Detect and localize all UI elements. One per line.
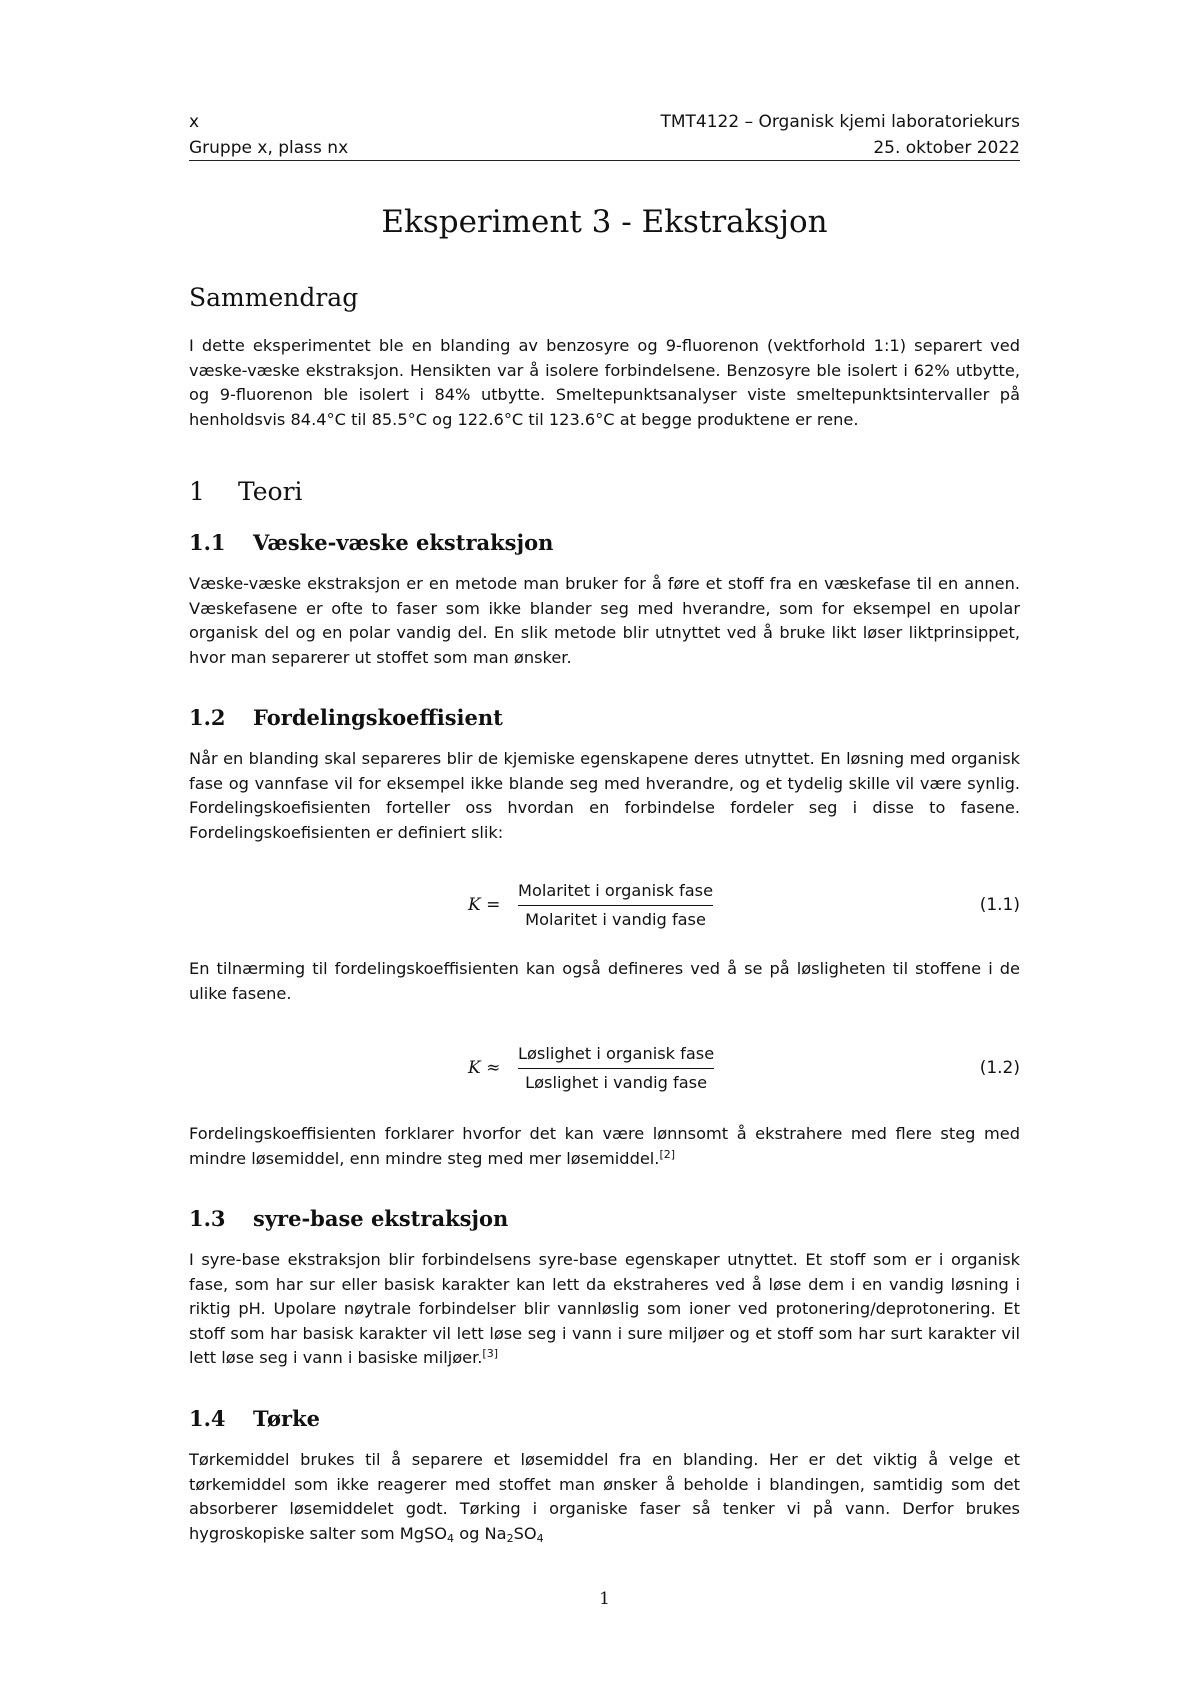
subsection-1-2-paragraph-3-text: Fordelingskoeffisienten forklarer hvorfor det kan være lønnsomt å ekstrahere med flere steg med mindre løsemiddel, enn mindre steg med mer løsemiddel.	[189, 1124, 1020, 1168]
subsection-1-1-heading	[189, 529, 553, 557]
subsection-1-4-title: Tørke	[253, 1406, 320, 1431]
subsection-1-4-paragraph	[189, 1448, 1020, 1546]
equation-1-2	[189, 1043, 1020, 1099]
subsection-1-3-heading	[189, 1205, 508, 1233]
subsection-1-3-title: syre-base ekstraksjon	[253, 1206, 509, 1231]
equation-1-1-number: (1.1)	[979, 895, 1020, 915]
equation-1-2-number: (1.2)	[979, 1058, 1020, 1078]
document-title: Eksperiment 3 - Ekstraksjon	[381, 204, 828, 240]
subsection-1-1-paragraph: Væske-væske ekstraksjon er en metode man bruker for å føre et stoff fra en væskefase til en annen. Væskefasene er ofte to faser som ikke blander seg med hverandre, som for eksempel en upolar organisk del og en polar vandig del. En slik metode blir utnyttet ved å bruke likt løser liktprinsippet, hvor man separerer ut stoffet som man ønsker.	[189, 574, 1020, 667]
subsection-1-1-title: Væske-væske ekstraksjon	[253, 530, 554, 555]
subsection-1-3-paragraph	[189, 1248, 1020, 1371]
subsection-1-4-number: 1.4	[189, 1406, 226, 1431]
section-1-heading	[189, 476, 303, 508]
subsection-1-2-title: Fordelingskoeffisient	[253, 705, 503, 730]
equation-1-2-lhs: K ≈	[468, 1058, 501, 1078]
subsection-1-2-heading	[189, 704, 503, 732]
equation-1-1-denominator: Molaritet i vandig fase	[525, 910, 706, 929]
header-rule	[189, 160, 1020, 161]
equation-1-1-fraction	[518, 880, 713, 931]
subsection-1-2-paragraph-1: Når en blanding skal separeres blir de kjemiske egenskapene deres utnyttet. En løsning med organisk fase og vannfase vil for eksempel ikke blande seg med hverandre, og et tydelig skille vil være synlig. Fordelingskoefisienten forteller oss hvordan en forbindelse fordeler seg i disse to fasene. Fordelingskoefisienten er definiert slik:	[189, 749, 1020, 842]
conjunction: og	[459, 1523, 480, 1543]
summary-heading: Sammendrag	[189, 283, 359, 312]
subsection-1-3-number: 1.3	[189, 1206, 226, 1231]
header-author: x	[189, 112, 200, 132]
subsection-1-4-paragraph-text: Tørkemiddel brukes til å separere et løsemiddel fra en blanding. Her er det viktig å velge et tørkemiddel som ikke reagerer med stoffet man ønsker å beholde i blandingen, samtidig som det absorberer løsemiddelet godt. Tørking i organiske faser så tenker vi på vann. Derfor brukes hygroskopiske salter som	[189, 1450, 1020, 1543]
equation-1-1-numerator: Molaritet i organisk fase	[518, 880, 713, 906]
subsection-1-2-paragraph-3	[189, 1122, 1020, 1171]
subsection-1-2-number: 1.2	[189, 705, 226, 730]
page-number: 1	[599, 1589, 610, 1609]
summary-paragraph: I dette eksperimentet ble en blanding av benzosyre og 9-fluorenon (vektforhold 1:1) separert ved væske-væske ekstraksjon. Hensikten var å isolere forbindelsene. Benzosyre ble isolert i 62% utbytte, og 9-fluorenon ble isolert i 84% utbytte. Smeltepunktsanalyser viste smeltepunktsintervaller på henholdsvis 84.4°C til 85.5°C og 122.6°C til 123.6°C at begge produktene er rene.	[189, 336, 1020, 429]
header-course: TMT4122 – Organisk kjemi laboratoriekurs	[660, 112, 1020, 132]
section-1-title: Teori	[238, 477, 303, 506]
citation-3: [3]	[482, 1347, 498, 1361]
subsection-1-2-paragraph-2: En tilnærming til fordelingskoeffisienten kan også defineres ved å se på løsligheten til stoffene i de ulike fasene.	[189, 959, 1020, 1003]
equation-1-1	[189, 880, 1020, 936]
equation-1-2-fraction	[518, 1043, 714, 1094]
subsection-1-3-paragraph-text: I syre-base ekstraksjon blir forbindelsens syre-base egenskaper utnyttet. Et stoff som er i organisk fase, som har sur eller basisk karakter kan lett da ekstraheres ved å løse dem i en vandig løsning i riktig pH. Upolare nøytrale forbindelser blir vannløslig som ioner ved protonering/deprotonering. Et stoff som har basisk karakter vil lett løse seg i vann i sure miljøer og et stoff som har surt karakter vil lett løse seg i vann i basiske miljøer.	[189, 1250, 1020, 1368]
section-1-number: 1	[189, 477, 205, 506]
subsection-1-4-heading	[189, 1405, 320, 1433]
formula-na2so4: $Na_2SO_4$	[484, 1523, 544, 1545]
formula-mgso4: MgSO$_4$	[399, 1523, 455, 1545]
citation-2: [2]	[659, 1147, 676, 1161]
header-group: Gruppe x, plass nx	[189, 138, 349, 158]
equation-1-1-lhs: K =	[468, 895, 501, 915]
subsection-1-1-number: 1.1	[189, 530, 226, 555]
header-date: 25. oktober 2022	[873, 138, 1020, 158]
equation-1-2-numerator: Løslighet i organisk fase	[518, 1043, 714, 1069]
document-page	[189, 0, 1020, 1696]
equation-1-2-denominator: Løslighet i vandig fase	[525, 1073, 708, 1092]
